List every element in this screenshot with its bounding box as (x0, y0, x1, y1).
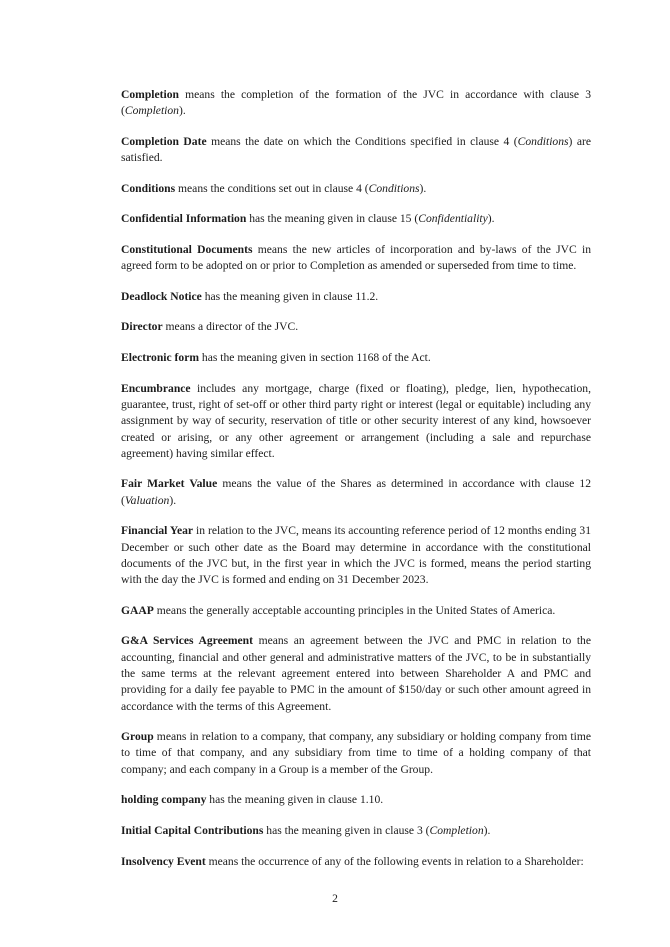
defined-term: Encumbrance (121, 381, 191, 395)
definition-paragraph (121, 134, 591, 167)
clause-reference: Completion (429, 823, 484, 837)
definition-paragraph (121, 289, 591, 305)
clause-reference: Confidentiality (418, 212, 488, 226)
definition-text: means the value of the Shares as determined in accordance with clause 12 ( (121, 477, 591, 507)
defined-term: Deadlock Notice (121, 289, 202, 303)
definition-paragraph (121, 792, 591, 808)
definition-text: means the new articles of incorporation and by-laws of the JVC in agreed form to be adopted on or prior to Completion as amended or superseded from time to time. (121, 242, 591, 273)
definition-paragraph (121, 319, 591, 335)
defined-term: Constitutional Documents (121, 242, 253, 256)
definition-text: has the meaning given in clause 15 ( (246, 212, 419, 226)
definition-paragraph (121, 381, 591, 462)
definition-paragraph (121, 603, 591, 619)
definition-text: ). (419, 181, 427, 195)
definition-paragraph (121, 211, 591, 227)
definition-paragraph (121, 523, 591, 588)
defined-term: holding company (121, 793, 207, 807)
defined-term: Completion Date (121, 134, 207, 148)
clause-reference: Conditions (517, 134, 569, 148)
definition-text: means an agreement between the JVC and PMC in relation to the accounting, financial and other general and administrative matters of the JVC, to be in substantially the same terms at the relevant agreement entered into between Shareholder A and PMC and providing for a daily fee payable to PMC in the amount of $150/day or such other amount agreed in accordance with the terms of this Agreement. (121, 634, 591, 713)
defined-term: G&A Services Agreement (121, 634, 253, 648)
defined-term: Confidential Information (121, 212, 247, 226)
clause-reference: Conditions (368, 181, 420, 195)
definition-text: means the generally acceptable accounting principles in the United States of America. (153, 603, 556, 617)
definition-text: means a director of the JVC. (162, 320, 299, 334)
definition-text: ). (178, 104, 186, 118)
page-number: 2 (332, 892, 338, 905)
definitions-list (121, 87, 591, 884)
definition-paragraph (121, 87, 591, 120)
definition-paragraph (121, 476, 591, 509)
definition-text: means the occurrence of any of the following events in relation to a Shareholder: (205, 854, 584, 868)
definition-paragraph (121, 181, 591, 197)
clause-reference: Completion (124, 104, 179, 118)
defined-term: Group (121, 730, 154, 744)
definition-text: means the date on which the Conditions specified in clause 4 ( (206, 134, 518, 148)
definition-text: means in relation to a company, that company, any subsidiary or holding company from time to time of that company, and any subsidiary from time to time of a holding company of that company; and each company in a Group is a member of the Group. (121, 730, 591, 776)
definition-text: ). (169, 493, 177, 507)
defined-term: Insolvency Event (121, 854, 206, 868)
definition-paragraph (121, 633, 591, 714)
definition-paragraph (121, 854, 591, 870)
definition-text: ). (483, 823, 491, 837)
definition-text: has the meaning given in clause 3 ( (263, 823, 430, 837)
definition-text: has the meaning given in clause 1.10. (206, 793, 384, 807)
definition-text: has the meaning given in clause 11.2. (201, 289, 379, 303)
definition-text: ) are satisfied. (121, 134, 591, 165)
defined-term: Financial Year (121, 524, 194, 538)
definition-paragraph (121, 823, 591, 839)
clause-reference: Valuation (124, 493, 170, 507)
definition-text: in relation to the JVC, means its accounting reference period of 12 months ending 31 December or such other date as the Board may determine in accordance with the constitutional documents of the JVC but, in the first year in which the JVC is formed, means the period starting with the day the JVC is formed and ending on 31 December 2023. (121, 524, 592, 587)
definition-text: has the meaning given in section 1168 of the Act. (199, 351, 431, 365)
defined-term: Initial Capital Contributions (121, 823, 264, 837)
definition-text: means the conditions set out in clause 4 ( (175, 181, 369, 195)
defined-term: Completion (121, 88, 179, 101)
definition-text: ). (487, 212, 495, 226)
defined-term: Electronic form (121, 351, 200, 365)
defined-term: GAAP (121, 603, 154, 617)
definition-text: means the completion of the formation of the JVC in accordance with clause 3 ( (121, 88, 591, 118)
definition-paragraph (121, 242, 591, 275)
defined-term: Director (121, 320, 163, 334)
defined-term: Fair Market Value (121, 477, 218, 491)
defined-term: Conditions (121, 181, 176, 195)
definition-paragraph (121, 350, 591, 366)
definition-text: includes any mortgage, charge (fixed or floating), pledge, lien, hypothecation, guarantee, trust, right of set-off or other third party right or interest (legal or equitable) including any assignment by way of security, reservation of title or other security interest of any kind, howsoever created or arising, or any other agreement or arrangement (including a sale and repurchase agreement) having similar effect. (121, 381, 591, 460)
definition-paragraph (121, 729, 591, 778)
